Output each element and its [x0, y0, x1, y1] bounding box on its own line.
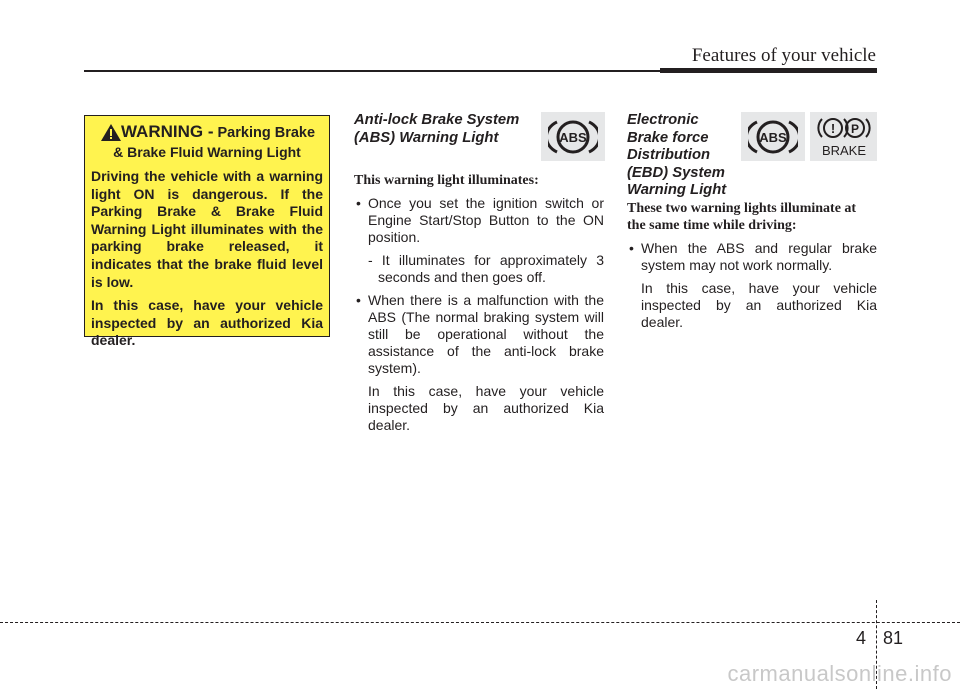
- chapter-number: 4: [856, 628, 867, 648]
- abs-subitem-1: - It illuminates for approximately 3 seconds and then goes off.: [368, 252, 604, 285]
- brake-icon-box: [810, 112, 877, 161]
- warning-triangle-icon: [101, 124, 121, 141]
- ebd-section-title: Electronic Brake force Distribution (EBD) System Warning Light: [627, 112, 727, 198]
- ebd-continuation: In this case, have your vehicle inspected by an authorized Kia dealer.: [641, 280, 877, 330]
- abs-continuation: In this case, have your vehicle inspected by an authorized Kia dealer.: [368, 383, 604, 433]
- abs-section-body: [354, 172, 604, 434]
- svg-text:ABS: ABS: [759, 129, 787, 145]
- abs-bullet-1: • Once you set the ignition switch or Engine Start/Stop Button to the ON position.: [354, 195, 604, 246]
- ebd-bullet-1: • When the ABS and regular brake system may not work normally.: [627, 240, 877, 274]
- svg-text:ABS: ABS: [559, 129, 587, 145]
- header-rule-accent: [660, 68, 877, 73]
- warning-box: [84, 115, 330, 349]
- abs-section-title: [354, 112, 544, 147]
- brake-warning-icon: [816, 115, 872, 159]
- abs-warning-icon: [548, 117, 598, 157]
- abs-icon-box: [541, 112, 605, 161]
- ebd-abs-icon-box: [741, 112, 805, 161]
- abs-lead: This warning light illuminates:: [354, 173, 539, 188]
- page-number: 81: [883, 628, 904, 648]
- warning-subtitle: & Brake Fluid Warning Light: [113, 144, 301, 160]
- footer-divider: [0, 622, 960, 623]
- svg-text:P: P: [850, 121, 859, 136]
- warning-paragraph-1: Driving the vehicle with a warning light ON is dangerous. If the Parking Brake & Brake Fluid Warning Light illuminates with the parking brake released, it indicates that the brake fluid level is low.: [91, 168, 323, 290]
- abs-bullet-2: • When there is a malfunction with the ABS (The normal braking system will still be operational without the assistance of the anti-lock brake system).: [354, 292, 604, 377]
- ebd-abs-warning-icon: [748, 117, 798, 157]
- site-watermark: carmanualsonline.info: [727, 661, 952, 686]
- abs-title-line-1: Anti-lock Brake System: [354, 112, 520, 128]
- warning-title: Parking Brake: [213, 125, 316, 141]
- ebd-section-body: [627, 200, 877, 331]
- ebd-lead: These two warning lights illuminate at the same time while driving:: [627, 201, 857, 233]
- svg-text:!: !: [830, 120, 835, 136]
- warning-word: WARNING -: [120, 122, 214, 141]
- svg-text:BRAKE: BRAKE: [821, 142, 866, 158]
- abs-title-line-2: (ABS) Warning Light: [354, 129, 499, 146]
- header-rule: [84, 70, 660, 72]
- page-header-title: Features of your vehicle: [691, 45, 876, 66]
- warning-paragraph-2: In this case, have your vehicle inspected by an authorized Kia dealer.: [91, 297, 323, 349]
- warning-heading: [91, 122, 323, 162]
